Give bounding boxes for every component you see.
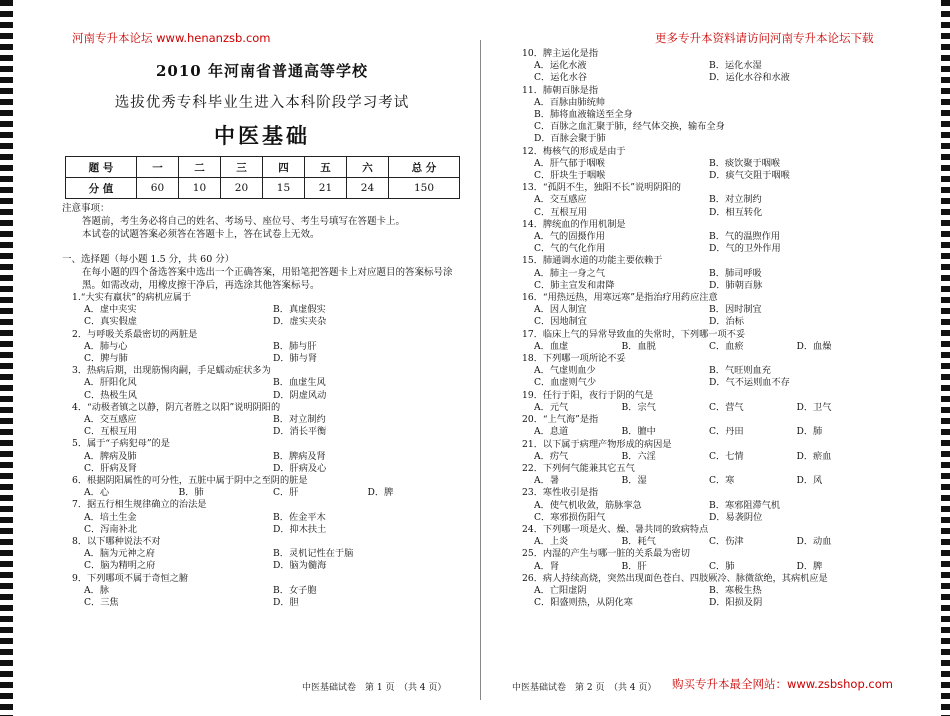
exam-title: 2010 年河南省普通高等学校 bbox=[156, 62, 368, 80]
subject-title: 中医基础 bbox=[214, 123, 310, 148]
answer-option: B．因时制宜 bbox=[709, 304, 762, 316]
answer-option: A．息道 bbox=[534, 426, 569, 438]
option-group bbox=[512, 585, 884, 609]
exam-subtitle: 选拔优秀专科毕业生进入本科阶段学习考试 bbox=[114, 95, 410, 111]
answer-option: C．因地制宜 bbox=[534, 316, 587, 328]
footer-page-1: 中医基础试卷 第 1 页 （共 4 页） bbox=[302, 683, 447, 693]
score-header-cell: 题 号 bbox=[66, 157, 137, 178]
question-stem: 14．脾统血的作用机制是 bbox=[522, 218, 626, 230]
question-stem: 4．“动极者镇之以静，阴亢者胜之以阳”说明阴阳的 bbox=[72, 401, 281, 413]
question-item bbox=[62, 475, 462, 499]
answer-option: A．因人制宜 bbox=[534, 304, 587, 316]
question-stem: 12．梅核气的形成是由于 bbox=[522, 145, 626, 157]
question-stem: 1.“大实有羸状”的病机应属于 bbox=[72, 292, 192, 303]
score-value-cell: 150 bbox=[388, 178, 459, 199]
question-item bbox=[512, 48, 884, 85]
answer-option: C．热极生风 bbox=[84, 389, 137, 401]
question-item bbox=[62, 329, 462, 366]
answer-option: B．宗气 bbox=[621, 401, 656, 413]
answer-option: D．虚实夹杂 bbox=[273, 316, 327, 328]
option-group bbox=[62, 341, 462, 365]
answer-option: D．脾 bbox=[796, 560, 823, 572]
answer-option: A．培土生金 bbox=[84, 511, 137, 523]
notes-line-2: 本试卷的试题答案必须答在答题卡上，答在试卷上无效。 bbox=[82, 229, 320, 240]
question-item bbox=[512, 255, 884, 292]
answer-option: A．气虚则血少 bbox=[534, 365, 596, 377]
answer-option: B．寒极生热 bbox=[709, 584, 762, 596]
answer-option: C．肺主宣发和肃降 bbox=[534, 279, 615, 291]
question-stem: 3．热病后期，出现筋惕肉嗣，手足蠕动症状多为 bbox=[72, 365, 271, 377]
option-group bbox=[512, 158, 884, 182]
option-group bbox=[512, 365, 884, 389]
answer-option: C．三焦 bbox=[84, 597, 119, 609]
answer-option: C．肺 bbox=[709, 560, 735, 572]
question-item bbox=[512, 146, 884, 183]
score-value-cell: 10 bbox=[178, 178, 220, 199]
question-stem: 24．下列哪一项是火、燥、暑共同的致病特点 bbox=[522, 523, 709, 535]
option-group bbox=[512, 451, 884, 463]
question-item bbox=[512, 219, 884, 256]
question-item bbox=[62, 438, 462, 475]
question-stem: 22．下列何气能兼其它五气 bbox=[522, 462, 635, 474]
answer-option: D．胆 bbox=[273, 597, 299, 609]
answer-option: A．上炎 bbox=[534, 536, 569, 548]
question-item bbox=[512, 353, 884, 390]
answer-option: D．抑木扶土 bbox=[273, 523, 327, 535]
score-value-cell: 20 bbox=[220, 178, 262, 199]
footer-ad: 购买专升本最全网站：www.zsbshop.com bbox=[672, 677, 893, 691]
answer-option: C．肝块生于咽喉 bbox=[534, 170, 606, 182]
answer-option: B．寒邪阻滞气机 bbox=[709, 499, 781, 511]
answer-option: A．血虚 bbox=[534, 340, 569, 352]
score-value-cell: 21 bbox=[304, 178, 346, 199]
answer-option: B．肺将血液输送至全身 bbox=[534, 109, 633, 121]
section-instruction: 在每小题的四个备选答案中选出一个正确答案，用铅笔把答题卡上对应题目的答案标号涂黑。如需改动，用橡皮擦干净后，再选涂其他答案标号。 bbox=[82, 267, 453, 291]
answer-option: A．肺与心 bbox=[84, 340, 128, 352]
question-stem: 8．以下哪种说法不对 bbox=[72, 536, 161, 548]
answer-option: A．肾 bbox=[534, 560, 560, 572]
answer-option: D．脾 bbox=[367, 487, 394, 499]
question-item bbox=[62, 292, 462, 329]
option-group bbox=[62, 377, 462, 401]
score-table bbox=[65, 156, 460, 199]
question-item bbox=[512, 182, 884, 219]
option-group bbox=[512, 97, 884, 146]
answer-option: C．寒 bbox=[709, 475, 735, 487]
question-stem: 13．“孤阴不生，独阳不长”说明阴阳的 bbox=[522, 182, 681, 194]
answer-option: A．虚中夹实 bbox=[84, 304, 137, 316]
answer-option: D．易袭阴位 bbox=[709, 511, 763, 523]
question-item bbox=[62, 365, 462, 402]
answer-option: D．相互转化 bbox=[709, 206, 763, 218]
answer-option: D．瘀血 bbox=[796, 450, 832, 462]
answer-option: A．运化水液 bbox=[534, 60, 587, 72]
answer-option: B．气旺则血充 bbox=[709, 365, 771, 377]
answer-option: D．百脉会聚于肺 bbox=[534, 133, 606, 145]
answer-option: C．脑为精明之府 bbox=[84, 560, 156, 572]
page-divider bbox=[480, 40, 481, 700]
answer-option: C．血虚则气少 bbox=[534, 377, 597, 389]
answer-option: B．膻中 bbox=[621, 426, 656, 438]
answer-option: B．血虚生风 bbox=[273, 377, 326, 389]
question-list-page-2 bbox=[512, 48, 884, 609]
score-header-cell: 六 bbox=[346, 157, 388, 178]
question-item bbox=[512, 329, 884, 353]
answer-option: D．气不运则血不存 bbox=[709, 377, 790, 389]
question-item bbox=[512, 463, 884, 487]
answer-option: C．气的气化作用 bbox=[534, 243, 606, 255]
answer-option: D．阴虚风动 bbox=[273, 389, 327, 401]
scan-edge-right bbox=[941, 0, 950, 716]
answer-option: A．使气机收敛，筋脉挛急 bbox=[534, 499, 642, 511]
option-group bbox=[62, 487, 462, 499]
answer-option: D．脑为髓海 bbox=[273, 560, 327, 572]
question-stem: 15．肺通调水道的功能主要依赖于 bbox=[522, 255, 663, 267]
answer-option: C．互根互用 bbox=[84, 426, 137, 438]
answer-option: C．泻南补北 bbox=[84, 523, 137, 535]
notes-heading: 注意事项： bbox=[62, 203, 110, 214]
option-group bbox=[512, 426, 884, 438]
question-stem: 19．任行于阳，夜行于阴的气是 bbox=[522, 389, 654, 401]
question-stem: 5．属于“子病犯母”的是 bbox=[72, 438, 170, 450]
answer-option: B．对立制约 bbox=[273, 414, 326, 426]
answer-option: C．伤津 bbox=[709, 536, 744, 548]
answer-option: B．灵机记性在于脑 bbox=[273, 548, 354, 560]
question-item bbox=[62, 573, 462, 610]
answer-option: B．肺 bbox=[178, 487, 204, 499]
answer-option: B．脾病及肾 bbox=[273, 450, 326, 462]
score-header-cell: 三 bbox=[220, 157, 262, 178]
option-group bbox=[512, 231, 884, 255]
answer-option: B．佐金平木 bbox=[273, 511, 326, 523]
answer-option: C．百脉之血汇聚于肺，经气体交换，输布全身 bbox=[534, 121, 725, 133]
question-stem: 21．以下属于病理产物形成的病因是 bbox=[522, 438, 672, 450]
answer-option: D．动血 bbox=[796, 536, 832, 548]
option-group bbox=[512, 268, 884, 292]
score-table-header-row bbox=[66, 157, 460, 178]
answer-option: A．脑为元神之府 bbox=[84, 548, 155, 560]
answer-option: A．脾病及肺 bbox=[84, 450, 137, 462]
notes-line-1: 答题前，考生务必将自己的姓名、考场号、座位号、考生号填写在答题卡上。 bbox=[82, 216, 406, 227]
score-header-cell: 五 bbox=[304, 157, 346, 178]
score-header-cell: 总 分 bbox=[388, 157, 459, 178]
question-stem: 10．脾主运化是指 bbox=[522, 48, 599, 59]
question-item bbox=[512, 524, 884, 548]
question-stem: 26．病人持续高烧，突然出现面色苍白、四肢厥冷、脉微欲绝，其病机应是 bbox=[522, 572, 828, 584]
header-ad-right: 更多专升本资料请访问河南专升本论坛下载 bbox=[655, 31, 874, 45]
option-group bbox=[62, 304, 462, 328]
answer-option: D．血燥 bbox=[796, 340, 832, 352]
question-stem: 16．“用热远热，用寒远寒”是指治疗用药应注意 bbox=[522, 292, 718, 304]
answer-option: A．心 bbox=[84, 487, 110, 499]
option-group bbox=[62, 414, 462, 438]
question-item bbox=[512, 573, 884, 610]
answer-option: D．风 bbox=[796, 475, 823, 487]
question-stem: 20．“上气海”是指 bbox=[522, 414, 599, 426]
answer-option: C．运化水谷 bbox=[534, 72, 587, 84]
question-stem: 6．根据阴阳属性的可分性，五脏中属于阴中之至阴的脏是 bbox=[72, 475, 308, 487]
scan-edge-left bbox=[0, 0, 13, 716]
question-stem: 7．据五行相生规律确立的治法是 bbox=[72, 499, 207, 511]
answer-option: B．对立制约 bbox=[709, 194, 762, 206]
answer-option: B．痰饮聚于咽喉 bbox=[709, 157, 781, 169]
option-group bbox=[512, 536, 884, 548]
option-group bbox=[62, 451, 462, 475]
score-header-cell: 一 bbox=[136, 157, 178, 178]
answer-option: C．互根互用 bbox=[534, 206, 587, 218]
answer-option: D．运化水谷和水液 bbox=[709, 72, 790, 84]
answer-option: D．治标 bbox=[709, 316, 744, 328]
score-value-cell: 24 bbox=[346, 178, 388, 199]
section-title: 一、选择题（每小题 1.5 分，共 60 分） bbox=[62, 254, 235, 265]
question-item bbox=[62, 499, 462, 536]
answer-option: A．脉 bbox=[84, 584, 110, 596]
option-group bbox=[512, 475, 884, 487]
answer-option: B．肺与肝 bbox=[273, 340, 317, 352]
answer-option: C．寒邪损伤阳气 bbox=[534, 511, 606, 523]
answer-option: C．丹田 bbox=[709, 426, 744, 438]
answer-option: B．气的温煦作用 bbox=[709, 231, 781, 243]
answer-option: D．痰气交阻于咽喉 bbox=[709, 170, 790, 182]
answer-option: D．肺 bbox=[796, 426, 823, 438]
answer-option: B．血脱 bbox=[621, 340, 656, 352]
question-item bbox=[62, 402, 462, 439]
answer-option: B．运化水湿 bbox=[709, 60, 762, 72]
answer-option: D．肝病及心 bbox=[273, 462, 327, 474]
answer-option: D．卫气 bbox=[796, 401, 832, 413]
exam-page-2 bbox=[512, 48, 884, 698]
score-value-cell: 15 bbox=[262, 178, 304, 199]
option-group bbox=[512, 60, 884, 84]
answer-option: D．肺朝百脉 bbox=[709, 279, 763, 291]
answer-option: C．脾与肺 bbox=[84, 353, 128, 365]
answer-option: D．阳损及阴 bbox=[709, 597, 763, 609]
answer-option: C．血瘀 bbox=[709, 340, 744, 352]
score-header-cell: 四 bbox=[262, 157, 304, 178]
answer-option: C．肝 bbox=[273, 487, 299, 499]
answer-option: B．六淫 bbox=[621, 450, 656, 462]
answer-option: C．七情 bbox=[709, 450, 744, 462]
answer-option: A．百脉由肺统帅 bbox=[534, 96, 605, 108]
answer-option: A．暑 bbox=[534, 475, 560, 487]
question-stem: 9．下列哪项不属于奇恒之腑 bbox=[72, 572, 189, 584]
answer-option: A．气的固摄作用 bbox=[534, 231, 605, 243]
score-table-value-row bbox=[66, 178, 460, 199]
answer-option: D．肺与肾 bbox=[273, 353, 318, 365]
option-group bbox=[512, 500, 884, 524]
question-list-page-1 bbox=[62, 292, 462, 609]
question-item bbox=[512, 487, 884, 524]
answer-option: B．肝 bbox=[621, 560, 647, 572]
question-stem: 17．临床上气的异常导致血的失常时，下列哪一项不妥 bbox=[522, 328, 746, 340]
answer-option: A．交互感应 bbox=[84, 414, 137, 426]
question-stem: 25．内湿的产生与哪一脏的关系最为密切 bbox=[522, 548, 690, 560]
answer-option: C．营气 bbox=[709, 401, 744, 413]
option-group bbox=[512, 304, 884, 328]
answer-option: A．交互感应 bbox=[534, 194, 587, 206]
option-group bbox=[512, 402, 884, 414]
answer-option: A．元气 bbox=[534, 401, 569, 413]
question-stem: 2．与呼吸关系最密切的两脏是 bbox=[72, 328, 198, 340]
header-ad-left: 河南专升本论坛 www.henanzsb.com bbox=[72, 31, 271, 45]
answer-option: B．湿 bbox=[621, 475, 647, 487]
footer-page-2: 中医基础试卷 第 2 页 （共 4 页） bbox=[512, 683, 657, 693]
option-group bbox=[512, 561, 884, 573]
answer-option: A．亡阳虚阴 bbox=[534, 584, 587, 596]
answer-option: A．肝气郁于咽喉 bbox=[534, 157, 605, 169]
answer-option: D．气的卫外作用 bbox=[709, 243, 781, 255]
question-item bbox=[512, 85, 884, 146]
question-stem: 18．下列哪一项所论不妥 bbox=[522, 353, 626, 365]
answer-option: B．女子胞 bbox=[273, 584, 317, 596]
exam-page-1 bbox=[62, 48, 462, 698]
answer-option: A．疠气 bbox=[534, 450, 569, 462]
score-header-cell: 二 bbox=[178, 157, 220, 178]
score-value-cell: 分 值 bbox=[66, 178, 137, 199]
question-item bbox=[512, 548, 884, 572]
answer-option: A．肝阳化风 bbox=[84, 377, 137, 389]
question-item bbox=[512, 439, 884, 463]
answer-option: C．阳盛则热，从阴化寒 bbox=[534, 597, 633, 609]
question-stem: 11．肺朝百脉是指 bbox=[522, 84, 599, 96]
option-group bbox=[62, 512, 462, 536]
option-group bbox=[62, 585, 462, 609]
answer-option: B．耗气 bbox=[621, 536, 656, 548]
answer-option: D．消长平衡 bbox=[273, 426, 327, 438]
question-item bbox=[512, 292, 884, 329]
question-item bbox=[512, 414, 884, 438]
option-group bbox=[512, 194, 884, 218]
answer-option: C．肝病及肾 bbox=[84, 462, 137, 474]
answer-option: C．真实假虚 bbox=[84, 316, 137, 328]
question-item bbox=[62, 536, 462, 573]
answer-option: B．真虚假实 bbox=[273, 304, 326, 316]
question-item bbox=[512, 390, 884, 414]
option-group bbox=[62, 548, 462, 572]
answer-option: B．肺司呼吸 bbox=[709, 267, 762, 279]
question-stem: 23．寒性收引是指 bbox=[522, 487, 599, 499]
answer-option: A．肺主一身之气 bbox=[534, 267, 605, 279]
score-value-cell: 60 bbox=[136, 178, 178, 199]
option-group bbox=[512, 341, 884, 353]
